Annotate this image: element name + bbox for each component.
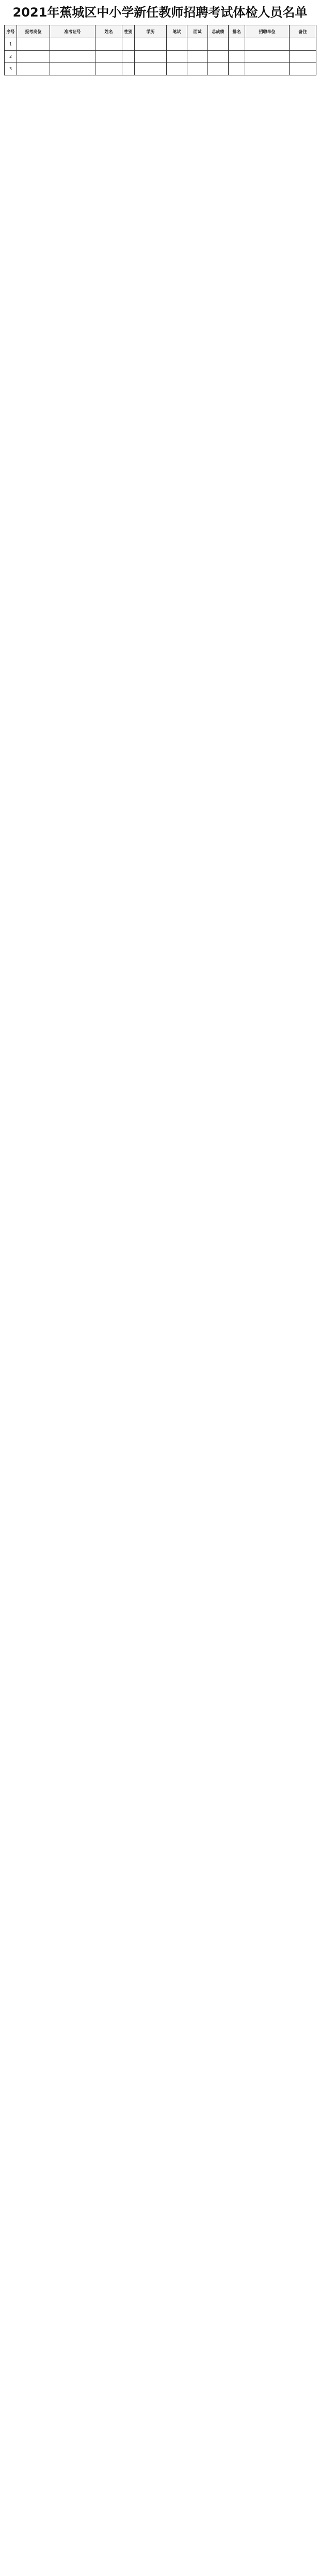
table-cell bbox=[95, 63, 122, 75]
table-cell bbox=[17, 63, 50, 75]
table-body bbox=[5, 38, 316, 75]
table-cell bbox=[17, 51, 50, 63]
table-cell bbox=[290, 38, 316, 51]
table-header bbox=[5, 25, 316, 38]
table-row bbox=[5, 38, 316, 51]
table-cell bbox=[245, 51, 290, 63]
column-header: 姓名 bbox=[95, 25, 122, 38]
table-cell bbox=[135, 51, 167, 63]
column-header: 面试 bbox=[187, 25, 208, 38]
table-header-row bbox=[5, 25, 316, 38]
table-cell bbox=[208, 51, 229, 63]
table-cell bbox=[50, 38, 95, 51]
table-cell bbox=[229, 51, 245, 63]
column-header: 学历 bbox=[135, 25, 167, 38]
column-header: 性别 bbox=[122, 25, 135, 38]
column-header: 备注 bbox=[290, 25, 316, 38]
table-cell bbox=[95, 38, 122, 51]
table-cell bbox=[290, 51, 316, 63]
table-cell bbox=[245, 63, 290, 75]
table-cell bbox=[17, 38, 50, 51]
column-header: 总成绩 bbox=[208, 25, 229, 38]
table-cell bbox=[122, 51, 135, 63]
table-cell bbox=[122, 63, 135, 75]
column-header: 排名 bbox=[229, 25, 245, 38]
column-header: 准考证号 bbox=[50, 25, 95, 38]
table-cell bbox=[245, 38, 290, 51]
table-cell bbox=[229, 63, 245, 75]
table-cell bbox=[290, 63, 316, 75]
table-cell bbox=[135, 38, 167, 51]
table-row bbox=[5, 51, 316, 63]
table-cell bbox=[187, 63, 208, 75]
column-header: 招聘单位 bbox=[245, 25, 290, 38]
table-cell bbox=[50, 51, 95, 63]
table-cell bbox=[229, 38, 245, 51]
column-header: 序号 bbox=[5, 25, 17, 38]
table-cell: 1 bbox=[5, 38, 17, 51]
table-cell bbox=[122, 38, 135, 51]
table-cell bbox=[187, 38, 208, 51]
page-title: 2021年蕉城区中小学新任教师招聘考试体检人员名单 bbox=[12, 5, 308, 20]
table-cell: 3 bbox=[5, 63, 17, 75]
table-cell bbox=[208, 38, 229, 51]
table-cell bbox=[135, 63, 167, 75]
column-header: 报考岗位 bbox=[17, 25, 50, 38]
table-cell bbox=[167, 51, 187, 63]
table-cell bbox=[167, 63, 187, 75]
table-cell bbox=[208, 63, 229, 75]
candidate-table bbox=[4, 25, 316, 75]
table-cell bbox=[187, 51, 208, 63]
table-cell bbox=[167, 38, 187, 51]
column-header: 笔试 bbox=[167, 25, 187, 38]
table-cell bbox=[50, 63, 95, 75]
table-row bbox=[5, 63, 316, 75]
table-cell bbox=[95, 51, 122, 63]
table-cell: 2 bbox=[5, 51, 17, 63]
